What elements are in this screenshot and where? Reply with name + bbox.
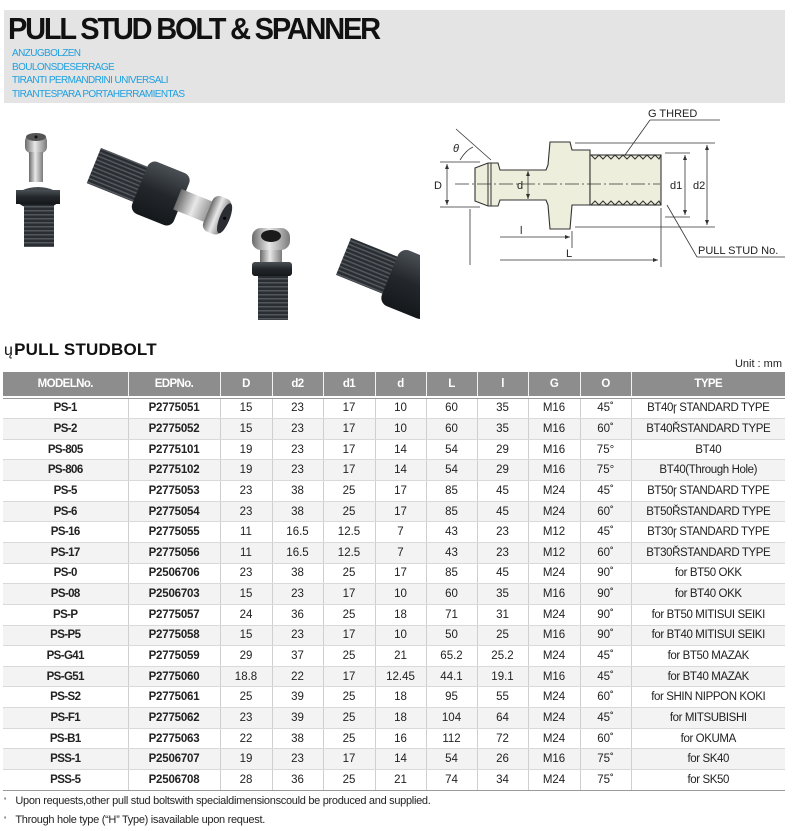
cell-type: for BT50 OKK bbox=[631, 563, 785, 584]
cell-D: 19 bbox=[220, 749, 272, 770]
cell-type: BT40 bbox=[631, 439, 785, 460]
cell-O: 45˚ bbox=[580, 398, 631, 419]
cell-D: 11 bbox=[220, 542, 272, 563]
cell-D: 23 bbox=[220, 708, 272, 729]
cell-edp: P2775055 bbox=[128, 522, 220, 543]
cell-d1: 25 bbox=[323, 646, 375, 667]
label-d: d bbox=[517, 180, 524, 192]
cell-edp: P2775060 bbox=[128, 666, 220, 687]
cell-G: M24 bbox=[528, 604, 580, 625]
cell-d2: 38 bbox=[272, 481, 323, 502]
cell-D: 15 bbox=[220, 584, 272, 605]
cell-G: M12 bbox=[528, 522, 580, 543]
cell-d1: 12.5 bbox=[323, 542, 375, 563]
bolt-photo-4 bbox=[332, 229, 420, 322]
cell-d2: 36 bbox=[272, 770, 323, 791]
footnote-text: Upon requests,other pull stud boltswith specialdimensionscould be produced and supplied. bbox=[15, 795, 431, 807]
cell-model: PS-16 bbox=[3, 522, 128, 543]
cell-l: 23 bbox=[477, 522, 528, 543]
table-row bbox=[3, 708, 785, 729]
cell-O: 90˚ bbox=[580, 584, 631, 605]
cell-L: 85 bbox=[426, 481, 477, 502]
label-theta: θ bbox=[453, 143, 459, 155]
cell-edp: P2775056 bbox=[128, 542, 220, 563]
cell-d1: 25 bbox=[323, 501, 375, 522]
section-title bbox=[4, 340, 157, 360]
cell-d1: 17 bbox=[323, 749, 375, 770]
cell-L: 60 bbox=[426, 419, 477, 440]
cell-d2: 38 bbox=[272, 501, 323, 522]
cell-G: M24 bbox=[528, 481, 580, 502]
cell-L: 112 bbox=[426, 728, 477, 749]
footnote-2 bbox=[4, 811, 430, 830]
cell-type: BT30ŘSTANDARD TYPE bbox=[631, 542, 785, 563]
cell-L: 85 bbox=[426, 501, 477, 522]
cell-d2: 23 bbox=[272, 398, 323, 419]
cell-L: 85 bbox=[426, 563, 477, 584]
header-banner bbox=[4, 10, 785, 103]
cell-type: for SK50 bbox=[631, 770, 785, 791]
cell-model: PS-0 bbox=[3, 563, 128, 584]
cell-d2: 38 bbox=[272, 728, 323, 749]
cell-d1: 25 bbox=[323, 728, 375, 749]
cell-G: M24 bbox=[528, 687, 580, 708]
cell-d: 10 bbox=[375, 398, 426, 419]
table-row bbox=[3, 625, 785, 646]
cell-d: 10 bbox=[375, 419, 426, 440]
cell-type: BT40ɼ STANDARD TYPE bbox=[631, 398, 785, 419]
cell-G: M16 bbox=[528, 749, 580, 770]
cell-d2: 36 bbox=[272, 604, 323, 625]
cell-d1: 17 bbox=[323, 439, 375, 460]
cell-D: 23 bbox=[220, 501, 272, 522]
footnotes bbox=[4, 792, 430, 830]
table-row bbox=[3, 770, 785, 791]
cell-d1: 17 bbox=[323, 584, 375, 605]
cell-edp: P2775061 bbox=[128, 687, 220, 708]
cell-l: 29 bbox=[477, 439, 528, 460]
subtitle-italian: TIRANTI PERMANDRINI UNIVERSALI bbox=[12, 75, 168, 87]
subtitle-list bbox=[12, 47, 184, 101]
cell-D: 22 bbox=[220, 728, 272, 749]
col-header-O: O bbox=[580, 372, 631, 396]
cell-l: 25.2 bbox=[477, 646, 528, 667]
label-d1: d1 bbox=[670, 180, 683, 192]
cell-O: 75˚ bbox=[580, 770, 631, 791]
cell-l: 64 bbox=[477, 708, 528, 729]
cell-D: 19 bbox=[220, 439, 272, 460]
cell-edp: P2775063 bbox=[128, 728, 220, 749]
cell-O: 90˚ bbox=[580, 563, 631, 584]
cell-O: 60˚ bbox=[580, 542, 631, 563]
cell-G: M12 bbox=[528, 542, 580, 563]
cell-D: 11 bbox=[220, 522, 272, 543]
cell-type: for BT40 MITISUI SEIKI bbox=[631, 625, 785, 646]
cell-d2: 38 bbox=[272, 563, 323, 584]
cell-d1: 17 bbox=[323, 398, 375, 419]
cell-O: 90˚ bbox=[580, 625, 631, 646]
cell-d: 18 bbox=[375, 604, 426, 625]
footnote-1 bbox=[4, 792, 430, 811]
col-header-edp: EDPNo. bbox=[128, 372, 220, 396]
cell-type: BT40(Through Hole) bbox=[631, 460, 785, 481]
cell-L: 43 bbox=[426, 522, 477, 543]
cell-L: 44.1 bbox=[426, 666, 477, 687]
cell-d2: 22 bbox=[272, 666, 323, 687]
cell-O: 60˚ bbox=[580, 728, 631, 749]
cell-d: 16 bbox=[375, 728, 426, 749]
cell-type: for BT50 MAZAK bbox=[631, 646, 785, 667]
table-row bbox=[3, 542, 785, 563]
cell-d: 14 bbox=[375, 749, 426, 770]
col-header-d2: d2 bbox=[272, 372, 323, 396]
cell-l: 45 bbox=[477, 481, 528, 502]
bolt-photo-2 bbox=[83, 140, 239, 247]
cell-D: 25 bbox=[220, 687, 272, 708]
subtitle-french: BOULONSDESERRAGE bbox=[12, 61, 115, 73]
cell-d: 21 bbox=[375, 770, 426, 791]
col-header-d: d bbox=[375, 372, 426, 396]
cell-d1: 17 bbox=[323, 419, 375, 440]
label-l: l bbox=[520, 225, 523, 237]
cell-O: 45˚ bbox=[580, 708, 631, 729]
page-title: PULL STUD BOLT & SPANNER bbox=[8, 13, 379, 47]
cell-model: PS-2 bbox=[3, 419, 128, 440]
cell-d2: 23 bbox=[272, 439, 323, 460]
cell-type: for SHIN NIPPON KOKI bbox=[631, 687, 785, 708]
cell-G: M16 bbox=[528, 584, 580, 605]
cell-model: PS-08 bbox=[3, 584, 128, 605]
pull-stud-table bbox=[3, 372, 785, 791]
cell-edp: P2775059 bbox=[128, 646, 220, 667]
cell-d: 17 bbox=[375, 481, 426, 502]
cell-model: PS-806 bbox=[3, 460, 128, 481]
cell-model: PS-17 bbox=[3, 542, 128, 563]
cell-G: M16 bbox=[528, 666, 580, 687]
cell-d: 21 bbox=[375, 646, 426, 667]
cell-G: M16 bbox=[528, 398, 580, 419]
label-D: D bbox=[434, 180, 442, 192]
cell-d1: 25 bbox=[323, 708, 375, 729]
bolt-photo-3 bbox=[252, 228, 292, 320]
cell-d2: 23 bbox=[272, 460, 323, 481]
cell-edp: P2506707 bbox=[128, 749, 220, 770]
cell-D: 24 bbox=[220, 604, 272, 625]
cell-type: for OKUMA bbox=[631, 728, 785, 749]
cell-d1: 17 bbox=[323, 666, 375, 687]
col-header-d1: d1 bbox=[323, 372, 375, 396]
cell-L: 54 bbox=[426, 439, 477, 460]
cell-D: 23 bbox=[220, 563, 272, 584]
cell-D: 15 bbox=[220, 625, 272, 646]
cell-L: 43 bbox=[426, 542, 477, 563]
cell-model: PS-P bbox=[3, 604, 128, 625]
table-row bbox=[3, 481, 785, 502]
cell-d2: 16.5 bbox=[272, 542, 323, 563]
cell-l: 34 bbox=[477, 770, 528, 791]
table-row bbox=[3, 749, 785, 770]
cell-d1: 17 bbox=[323, 625, 375, 646]
cell-O: 45˚ bbox=[580, 646, 631, 667]
cell-l: 29 bbox=[477, 460, 528, 481]
footnote-mark: ˚ bbox=[4, 816, 7, 825]
footnote-mark: ˚ bbox=[4, 797, 7, 806]
cell-D: 15 bbox=[220, 398, 272, 419]
cell-type: BT30ɼ STANDARD TYPE bbox=[631, 522, 785, 543]
stud-head bbox=[475, 142, 590, 229]
table-row bbox=[3, 646, 785, 667]
cell-model: PS-G51 bbox=[3, 666, 128, 687]
cell-d: 7 bbox=[375, 542, 426, 563]
cell-d: 17 bbox=[375, 563, 426, 584]
cell-type: BT50ɼ STANDARD TYPE bbox=[631, 481, 785, 502]
cell-O: 45˚ bbox=[580, 481, 631, 502]
section-title-text: PULL STUDBOLT bbox=[14, 340, 157, 359]
cell-L: 60 bbox=[426, 398, 477, 419]
cell-G: M24 bbox=[528, 708, 580, 729]
cell-G: M16 bbox=[528, 625, 580, 646]
cell-model: PS-S2 bbox=[3, 687, 128, 708]
cell-D: 19 bbox=[220, 460, 272, 481]
cell-edp: P2775051 bbox=[128, 398, 220, 419]
cell-O: 90˚ bbox=[580, 604, 631, 625]
cell-l: 55 bbox=[477, 687, 528, 708]
cell-l: 35 bbox=[477, 419, 528, 440]
cell-model: PSS-1 bbox=[3, 749, 128, 770]
cell-O: 60˚ bbox=[580, 419, 631, 440]
table-row bbox=[3, 398, 785, 419]
cell-edp: P2775102 bbox=[128, 460, 220, 481]
cell-type: for SK40 bbox=[631, 749, 785, 770]
cell-O: 60˚ bbox=[580, 687, 631, 708]
cell-G: M24 bbox=[528, 770, 580, 791]
col-header-type: TYPE bbox=[631, 372, 785, 396]
cell-G: M24 bbox=[528, 646, 580, 667]
cell-d: 14 bbox=[375, 439, 426, 460]
cell-d2: 23 bbox=[272, 419, 323, 440]
col-header-G: G bbox=[528, 372, 580, 396]
table-row bbox=[3, 687, 785, 708]
subtitle-spanish: TIRANTESPARA PORTAHERRAMIENTAS bbox=[12, 88, 185, 100]
cell-d1: 25 bbox=[323, 770, 375, 791]
cell-O: 75° bbox=[580, 439, 631, 460]
cell-d1: 25 bbox=[323, 687, 375, 708]
cell-d2: 39 bbox=[272, 708, 323, 729]
cell-d2: 37 bbox=[272, 646, 323, 667]
cell-O: 75˚ bbox=[580, 749, 631, 770]
cell-model: PS-G41 bbox=[3, 646, 128, 667]
cell-edp: P2775057 bbox=[128, 604, 220, 625]
cell-type: for BT50 MITISUI SEIKI bbox=[631, 604, 785, 625]
cell-model: PS-6 bbox=[3, 501, 128, 522]
cell-l: 31 bbox=[477, 604, 528, 625]
cell-D: 28 bbox=[220, 770, 272, 791]
cell-d1: 25 bbox=[323, 604, 375, 625]
table-row bbox=[3, 728, 785, 749]
cell-l: 35 bbox=[477, 398, 528, 419]
cell-L: 95 bbox=[426, 687, 477, 708]
cell-edp: P2775054 bbox=[128, 501, 220, 522]
cell-L: 54 bbox=[426, 460, 477, 481]
cell-d: 14 bbox=[375, 460, 426, 481]
col-header-l: l bbox=[477, 372, 528, 396]
cell-l: 72 bbox=[477, 728, 528, 749]
table-row bbox=[3, 563, 785, 584]
cell-D: 23 bbox=[220, 481, 272, 502]
cell-edp: P2775062 bbox=[128, 708, 220, 729]
cell-model: PS-5 bbox=[3, 481, 128, 502]
col-header-model: MODELNo. bbox=[3, 372, 128, 396]
cell-type: for BT40 MAZAK bbox=[631, 666, 785, 687]
label-g-thread: G THRED bbox=[648, 108, 698, 120]
cell-d: 12.45 bbox=[375, 666, 426, 687]
cell-d2: 23 bbox=[272, 625, 323, 646]
cell-d1: 12.5 bbox=[323, 522, 375, 543]
cell-L: 60 bbox=[426, 584, 477, 605]
cell-O: 75° bbox=[580, 460, 631, 481]
cell-d: 10 bbox=[375, 584, 426, 605]
cell-edp: P2506708 bbox=[128, 770, 220, 791]
cell-O: 45˚ bbox=[580, 522, 631, 543]
cell-model: PS-P5 bbox=[3, 625, 128, 646]
cell-L: 65.2 bbox=[426, 646, 477, 667]
cell-type: for BT40 OKK bbox=[631, 584, 785, 605]
cell-O: 60˚ bbox=[580, 501, 631, 522]
table-row bbox=[3, 460, 785, 481]
cell-edp: P2506706 bbox=[128, 563, 220, 584]
cell-O: 45˚ bbox=[580, 666, 631, 687]
cell-d1: 25 bbox=[323, 481, 375, 502]
thread-body bbox=[590, 155, 661, 205]
footnote-text: Through hole type (“H” Type) isavailable upon request. bbox=[15, 814, 265, 826]
cell-l: 19.1 bbox=[477, 666, 528, 687]
cell-edp: P2775053 bbox=[128, 481, 220, 502]
cell-model: PS-F1 bbox=[3, 708, 128, 729]
cell-D: 15 bbox=[220, 419, 272, 440]
cell-l: 26 bbox=[477, 749, 528, 770]
cell-L: 71 bbox=[426, 604, 477, 625]
cell-type: BT50ŘSTANDARD TYPE bbox=[631, 501, 785, 522]
cell-model: PS-805 bbox=[3, 439, 128, 460]
cell-d: 17 bbox=[375, 501, 426, 522]
table-body bbox=[3, 398, 785, 790]
cell-L: 104 bbox=[426, 708, 477, 729]
section-bullet-icon: ų bbox=[4, 342, 14, 359]
table-row bbox=[3, 584, 785, 605]
cell-d2: 23 bbox=[272, 584, 323, 605]
cell-d2: 23 bbox=[272, 749, 323, 770]
cell-d1: 17 bbox=[323, 460, 375, 481]
technical-drawing bbox=[420, 105, 800, 275]
cell-L: 50 bbox=[426, 625, 477, 646]
cell-D: 18.8 bbox=[220, 666, 272, 687]
table-row bbox=[3, 666, 785, 687]
product-photos bbox=[0, 110, 420, 340]
bolt-photo-1 bbox=[16, 133, 60, 247]
cell-edp: P2775058 bbox=[128, 625, 220, 646]
cell-L: 74 bbox=[426, 770, 477, 791]
cell-l: 45 bbox=[477, 563, 528, 584]
cell-l: 23 bbox=[477, 542, 528, 563]
table-header-row bbox=[3, 372, 785, 396]
cell-model: PS-1 bbox=[3, 398, 128, 419]
cell-type: BT40ŘSTANDARD TYPE bbox=[631, 419, 785, 440]
col-header-D: D bbox=[220, 372, 272, 396]
cell-G: M16 bbox=[528, 460, 580, 481]
cell-G: M16 bbox=[528, 439, 580, 460]
table-row bbox=[3, 604, 785, 625]
subtitle-german: ANZUGBOLZEN bbox=[12, 48, 81, 59]
cell-d: 7 bbox=[375, 522, 426, 543]
cell-L: 54 bbox=[426, 749, 477, 770]
unit-label: Unit : mm bbox=[734, 358, 782, 370]
cell-G: M16 bbox=[528, 419, 580, 440]
cell-edp: P2775052 bbox=[128, 419, 220, 440]
cell-d: 10 bbox=[375, 625, 426, 646]
col-header-L: L bbox=[426, 372, 477, 396]
cell-G: M24 bbox=[528, 563, 580, 584]
table-row bbox=[3, 419, 785, 440]
cell-d2: 39 bbox=[272, 687, 323, 708]
cell-l: 25 bbox=[477, 625, 528, 646]
cell-l: 35 bbox=[477, 584, 528, 605]
cell-edp: P2506703 bbox=[128, 584, 220, 605]
cell-G: M24 bbox=[528, 501, 580, 522]
cell-l: 45 bbox=[477, 501, 528, 522]
cell-d1: 25 bbox=[323, 563, 375, 584]
cell-d2: 16.5 bbox=[272, 522, 323, 543]
cell-d: 18 bbox=[375, 687, 426, 708]
table-row bbox=[3, 439, 785, 460]
cell-D: 29 bbox=[220, 646, 272, 667]
cell-G: M24 bbox=[528, 728, 580, 749]
cell-type: for MITSUBISHI bbox=[631, 708, 785, 729]
table-row bbox=[3, 501, 785, 522]
label-L: L bbox=[566, 248, 573, 260]
table-row bbox=[3, 522, 785, 543]
label-d2: d2 bbox=[693, 180, 706, 192]
label-pull-stud-no: PULL STUD No. bbox=[698, 245, 779, 257]
cell-model: PSS-5 bbox=[3, 770, 128, 791]
cell-model: PS-B1 bbox=[3, 728, 128, 749]
cell-d: 18 bbox=[375, 708, 426, 729]
cell-edp: P2775101 bbox=[128, 439, 220, 460]
